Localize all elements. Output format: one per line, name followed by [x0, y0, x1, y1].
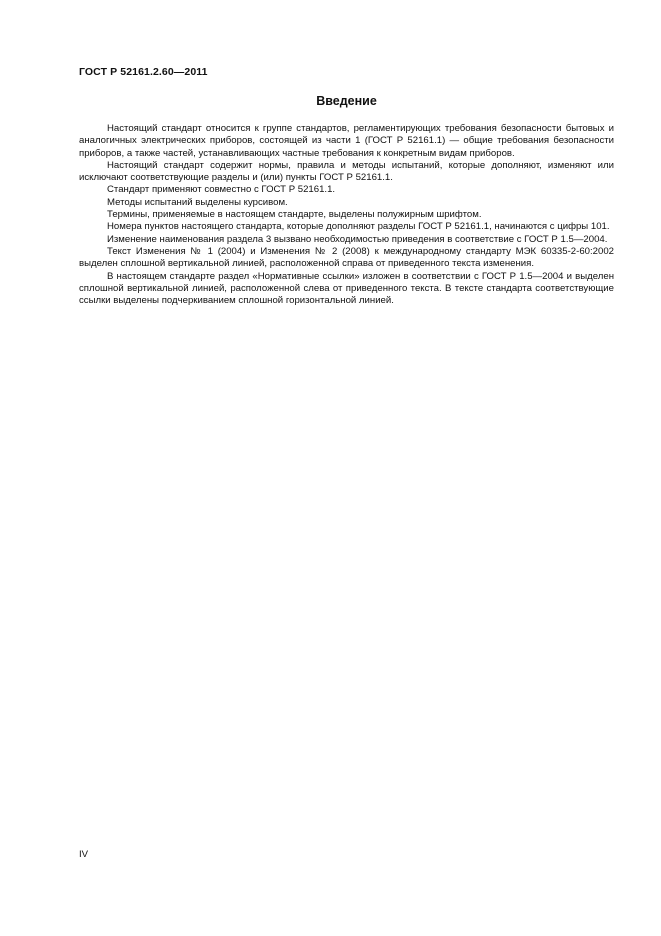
- page-number: IV: [79, 849, 89, 860]
- paragraph: Методы испытаний выделены курсивом.: [107, 196, 288, 208]
- paragraph: Настоящий стандарт относится к группе стандартов, регламентирующих требования безопасности бытовых и аналогичных электрических приборов, состоящей из части 1 (ГОСТ Р 52161.1) — общие требования безопасности приборов, а также частей, устанавливающих частные требования к конкретным видам приборов.: [79, 123, 614, 159]
- paragraph: Изменение наименования раздела 3 вызвано необходимостью приведения в соответствие с ГОСТ Р 1.5—2004.: [107, 233, 608, 245]
- document-code: ГОСТ Р 52161.2.60—2011: [79, 66, 208, 78]
- paragraph: Номера пунктов настоящего стандарта, которые дополняют разделы ГОСТ Р 52161.1, начинаются с цифры 101.: [107, 221, 610, 233]
- section-title: Введение: [316, 94, 377, 108]
- paragraph: В настоящем стандарте раздел «Нормативные ссылки» изложен в соответствии с ГОСТ Р 1.5—2004 и выделен сплошной вертикальной линией, расположенной слева от приведенного текста. В тексте стандарта соответствующие ссылки выделены подчеркиванием сплошной горизонтальной линией.: [79, 270, 614, 307]
- introduction-body: [79, 123, 614, 307]
- paragraph: Стандарт применяют совместно с ГОСТ Р 52161.1.: [107, 184, 336, 196]
- paragraph: Настоящий стандарт содержит нормы, правила и методы испытаний, которые дополняют, изменяют или исключают соответствующие разделы и (или) пункты ГОСТ Р 52161.1.: [79, 159, 614, 184]
- paragraph: Текст Изменения № 1 (2004) и Изменения № 2 (2008) к международному стандарту МЭК 60335-2-60:2002 выделен сплошной вертикальной линией, расположенной справа от приведенного текста изменения.: [79, 245, 614, 270]
- paragraph: Термины, применяемые в настоящем стандарте, выделены полужирным шрифтом.: [107, 209, 482, 221]
